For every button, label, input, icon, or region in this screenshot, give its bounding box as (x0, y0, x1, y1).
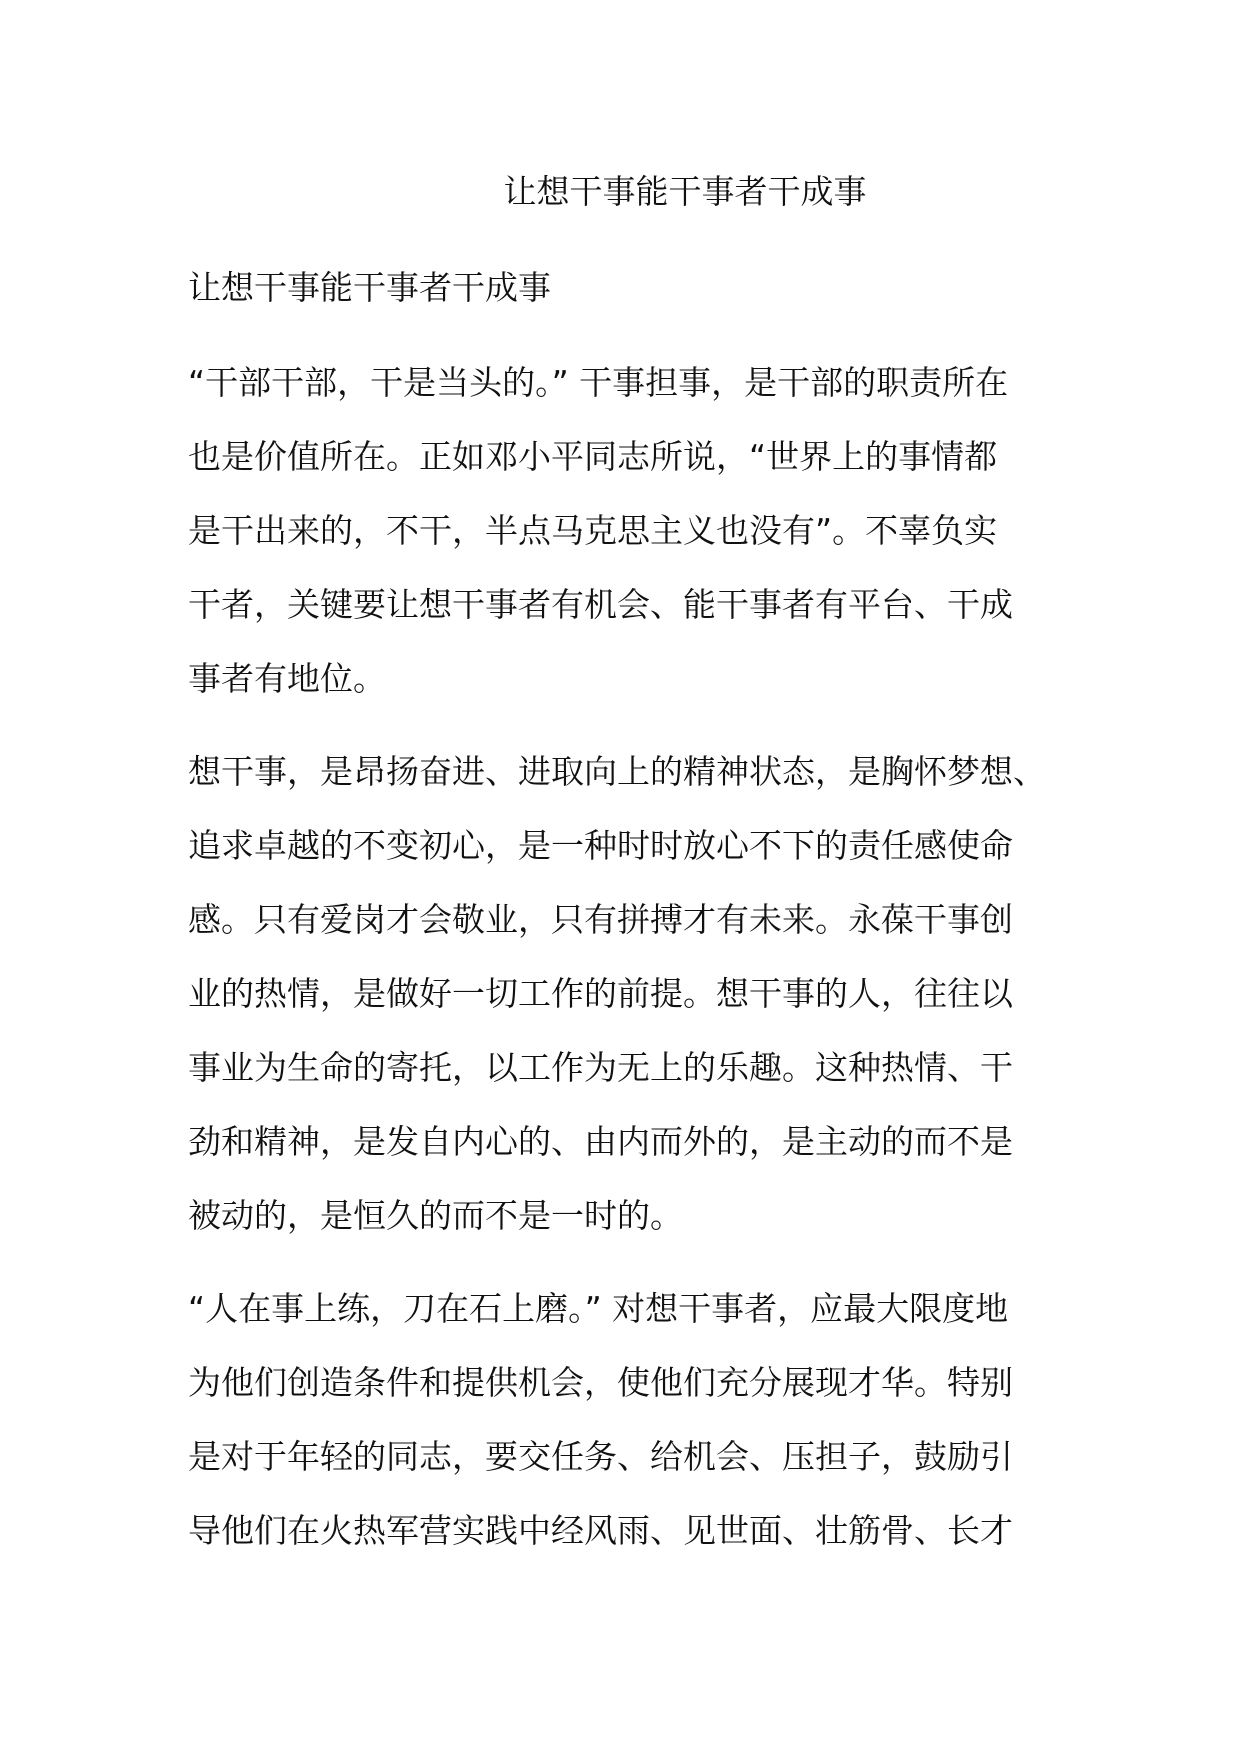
paragraph-line: “干部干部，干是当头的。” 干事担事，是干部的职责所在 (188, 363, 1009, 402)
paragraph-line: 事业为生命的寄托，以工作为无上的乐趣。这种热情、干 (188, 1048, 1013, 1087)
paragraph-line: 劲和精神，是发自内心的、由内而外的，是主动的而不是 (188, 1122, 1013, 1161)
paragraph-line: “人在事上练，刀在石上磨。” 对想干事者，应最大限度地 (188, 1289, 1009, 1328)
paragraph-1 (188, 346, 1068, 716)
paragraph-2 (188, 735, 1068, 1253)
document-subtitle: 让想干事能干事者干成事 (188, 268, 551, 307)
paragraph-line: 是对于年轻的同志，要交任务、给机会、压担子，鼓励引 (188, 1437, 1013, 1476)
paragraph-line: 事者有地位。 (188, 659, 386, 698)
document-title: 让想干事能干事者干成事 (503, 172, 867, 211)
paragraph-line: 干者，关键要让想干事者有机会、能干事者有平台、干成 (188, 585, 1013, 624)
paragraph-line: 业的热情，是做好一切工作的前提。想干事的人，往往以 (188, 974, 1013, 1013)
paragraph-line: 是干出来的，不干，半点马克思主义也没有”。不辜负实 (188, 511, 998, 550)
paragraph-line: 被动的，是恒久的而不是一时的。 (188, 1196, 683, 1235)
paragraph-line: 感。只有爱岗才会敬业，只有拼搏才有未来。永葆干事创 (188, 900, 1013, 939)
paragraph-line: 想干事，是昂扬奋进、进取向上的精神状态，是胸怀梦想、 (188, 752, 1046, 791)
paragraph-line: 导他们在火热军营实践中经风雨、见世面、壮筋骨、长才 (188, 1511, 1013, 1550)
paragraph-line: 追求卓越的不变初心，是一种时时放心不下的责任感使命 (188, 826, 1013, 865)
paragraph-line: 也是价值所在。正如邓小平同志所说，“世界上的事情都 (188, 437, 998, 476)
paragraph-line: 为他们创造条件和提供机会，使他们充分展现才华。特别 (188, 1363, 1013, 1402)
paragraph-3 (188, 1272, 1068, 1568)
